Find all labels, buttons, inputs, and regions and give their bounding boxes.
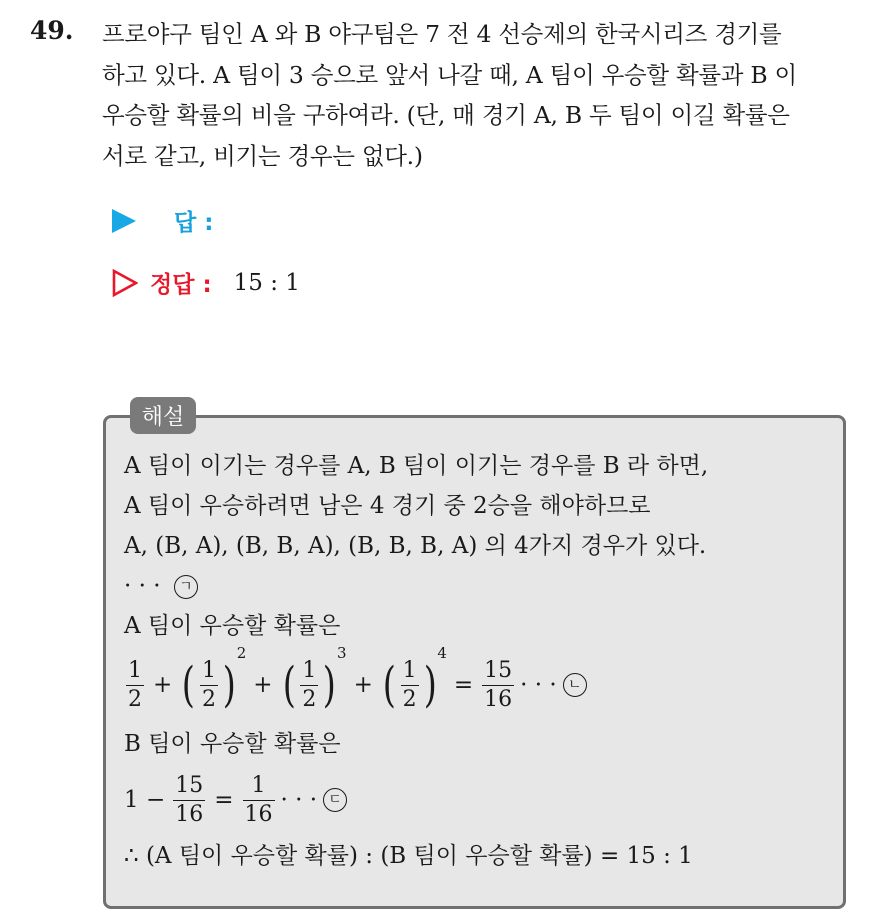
outline-triangle-icon [112,269,138,297]
fraction: $\frac{1}{2}$ [402,657,417,712]
solution-tag: 해설 [130,397,196,434]
question-text [102,14,872,176]
answer-row [112,204,213,237]
correct-answer-label: 정답 : [150,272,212,298]
equation-b-probability: 1 − $\frac{15}{16}$ = $\frac{1}{16}$ · · · ㄷ [124,764,834,836]
solution-line: A 팀이 우승하려면 남은 4 경기 중 2승을 해야하므로 [124,493,651,519]
question-line: 서로 같고, 비기는 경우는 없다.) [102,141,423,170]
question-line: 프로야구 팀인 A 와 B 야구팀은 7 전 4 선승제의 한국시리즈 경기를 [102,20,782,48]
exponent: 3 [337,644,347,662]
question-number: 49. [30,16,74,45]
solution-body [124,446,834,876]
exponent: 2 [236,644,247,662]
circled-mark-2: ㄴ [563,673,587,697]
solution-line [124,566,834,606]
fraction: $\frac{1}{16}$ [244,772,273,827]
play-triangle-icon [112,209,136,233]
ellipsis: · · · [124,573,161,599]
correct-answer-row [112,266,300,299]
solution-line: A 팀이 이기는 경우를 A, B 팀이 이기는 경우를 B 라 하면, [124,453,709,479]
correct-answer-value: 15 : 1 [233,269,300,296]
solution-conclusion: ∴ (A 팀이 우승할 확률) : (B 팀이 우승할 확률) = 15 : 1 [124,843,693,869]
ellipsis: · · · [520,672,557,698]
circled-mark-3: ㄷ [323,788,347,812]
question-line: 하고 있다. A 팀이 3 승으로 앞서 나갈 때, A 팀이 우승할 확률과 B 이 [102,60,797,89]
circled-mark-1: ㄱ [174,575,198,599]
ellipsis: · · · [280,787,318,813]
fraction: $\frac{1}{2}$ [128,657,142,712]
question-line: 우승할 확률의 비을 구하여라. (단, 매 경기 A, B 두 팀이 이길 확률은 [102,101,790,129]
fraction: $\frac{15}{16}$ [484,657,513,712]
solution-line: B 팀이 우승할 확률은 [124,731,341,757]
answer-label: 답 : [174,210,214,236]
solution-line: A, (B, A), (B, B, A), (B, B, B, A) 의 4가지 경우가 있다. [124,533,707,559]
solution-line: A 팀이 우승할 확률은 [124,613,341,639]
equation-a-probability: $\frac{1}{2}$ + ( $\frac{1}{2}$ ) 2 + ( $\frac{1}{2}$ ) 3 + ( $\frac{1}{2}$ ) 4 = $\frac{15}{16}$ · · · ㄴ [124,646,834,724]
exponent: 4 [437,644,447,662]
fraction: $\frac{1}{2}$ [202,657,217,712]
fraction: $\frac{1}{2}$ [302,657,317,712]
fraction: $\frac{15}{16}$ [175,772,204,827]
